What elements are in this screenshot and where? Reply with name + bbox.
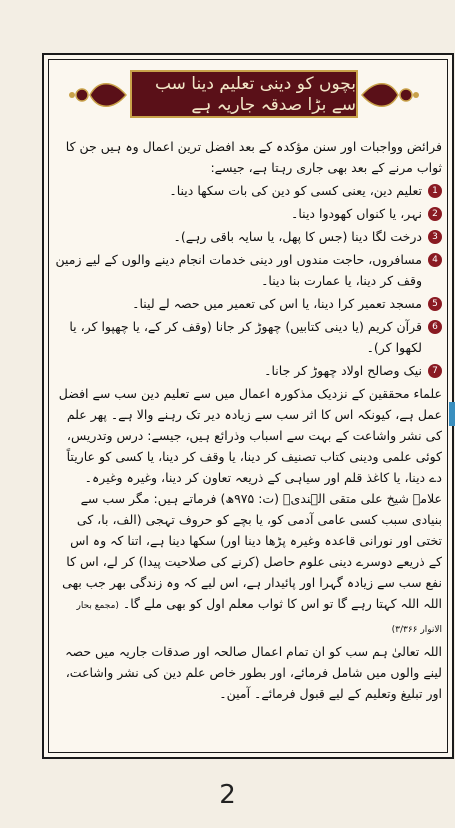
list-item-text: مسافروں، حاجت مندوں اور دینی خدمات انجام دینے والوں کے لیے زمین وقف کر دینا، یا عمارت بنا دینا۔	[55, 252, 422, 288]
intro-paragraph: فرائض وواجبات اور سنن مؤکدہ کے بعد افضل ترین اعمال وہ ہیں جن کا ثواب مرنے کے بعد بھی جاری رہتا ہے، جیسے:	[65, 139, 442, 175]
paragraph-dua: اللہ تعالیٰ ہم سب کو ان تمام اعمال صالحہ اور صدقات جاریہ میں حصہ لینے والوں میں شامل فرمائے، اور بطور خاص علم دین کی نشر واشاعت، اور تبلیغ وتعلیم کے لیے قبول فرمائے۔ آمین۔	[65, 644, 442, 701]
list-item	[54, 203, 442, 224]
edge-mark	[449, 402, 455, 426]
list-number-badge: 6	[428, 320, 442, 334]
list-item	[54, 226, 442, 247]
ornament-right-icon	[360, 76, 420, 114]
page-title: بچوں کو دینی تعلیم دینا سب سے بڑا صدقہ جاریہ ہے	[154, 73, 356, 115]
title-banner-wrap	[64, 62, 424, 128]
list-item	[54, 249, 442, 291]
citation: (مجمع بحار الانوار ۳/۳۶۶)	[76, 601, 442, 635]
list-number-badge: 5	[428, 297, 442, 311]
list-item	[54, 316, 442, 358]
list-item-text: نیک وصالح اولاد چھوڑ کر جانا۔	[264, 363, 422, 378]
list-item-text: مسجد تعمیر کرا دینا، یا اس کی تعمیر میں حصہ لے لینا۔	[132, 296, 422, 311]
list-number-badge: 4	[428, 253, 442, 267]
list-number-badge: 2	[428, 207, 442, 221]
list-item	[54, 180, 442, 201]
list-item-text: نہر، یا کنواں کھودوا دینا۔	[291, 206, 422, 221]
paragraph-scholars: علماء محققین کے نزدیک مذکورہ اعمال میں سے تعلیم دین سب سے افضل عمل ہے، کیونکہ اس کا اثر سب سے زیادہ دیر تک رہنے والا ہے۔ پھر علم کی نشر واشاعت کے بہت سے اسباب وذرائع ہیں، جیسے: درس وتدریس، کوئی علمی ودینی کتاب تصنیف کر دینا، یا وقف کر دینا، یا کسی کو عاریتاً دے دینا، یا کاغذ قلم اور سیاہی کے ذریعہ تعاون کر دینا، وغیرہ وغیرہ۔	[58, 386, 442, 485]
ornament-left-icon	[68, 76, 128, 114]
list-number-badge: 1	[428, 184, 442, 198]
title-banner	[130, 70, 358, 118]
quote-text: علامہ شیخ علی متقی الہندیؒ (ت: ۹۷۵ھ) فرماتے ہیں: مگر سب سے بنیادی سبب کسی عامی آدمی کو، یا بچے کو حروف تہجی (الف، با، کی تختی اور نورانی قاعدہ وغیرہ پڑھا دینا اور) سکھا دینا ہے، اتنا کہ وہ اس کے ذریعے دوسرے دینی علوم حاصل (کرنے کی صلاحیت پیدا) کر لے، اس کا نفع سب سے زیادہ گہرا اور پائیدار ہے، اس لیے کہ وہ زندگی بھر جب بھی اللہ اللہ کہتا رہے گا تو اس کا ثواب معلم اول کو بھی ملے گا۔	[62, 491, 442, 611]
paragraph-quote	[54, 488, 442, 641]
article-body	[54, 136, 442, 704]
list-number-badge: 7	[428, 364, 442, 378]
list-item-text: قرآن کریم (یا دینی کتابیں) چھوڑ کر جانا (وقف کر کے، یا چھپوا کر، یا لکھوا کر)۔	[69, 319, 422, 355]
list-number-badge: 3	[428, 230, 442, 244]
list-item-text: تعلیم دین، یعنی کسی کو دین کی بات سکھا دینا۔	[169, 183, 422, 198]
list-item	[54, 293, 442, 314]
page-number: 2	[219, 780, 236, 810]
list-item-text: درخت لگا دینا (جس کا پھل، یا سایہ باقی رہے)۔	[173, 229, 422, 244]
list-item	[54, 360, 442, 381]
